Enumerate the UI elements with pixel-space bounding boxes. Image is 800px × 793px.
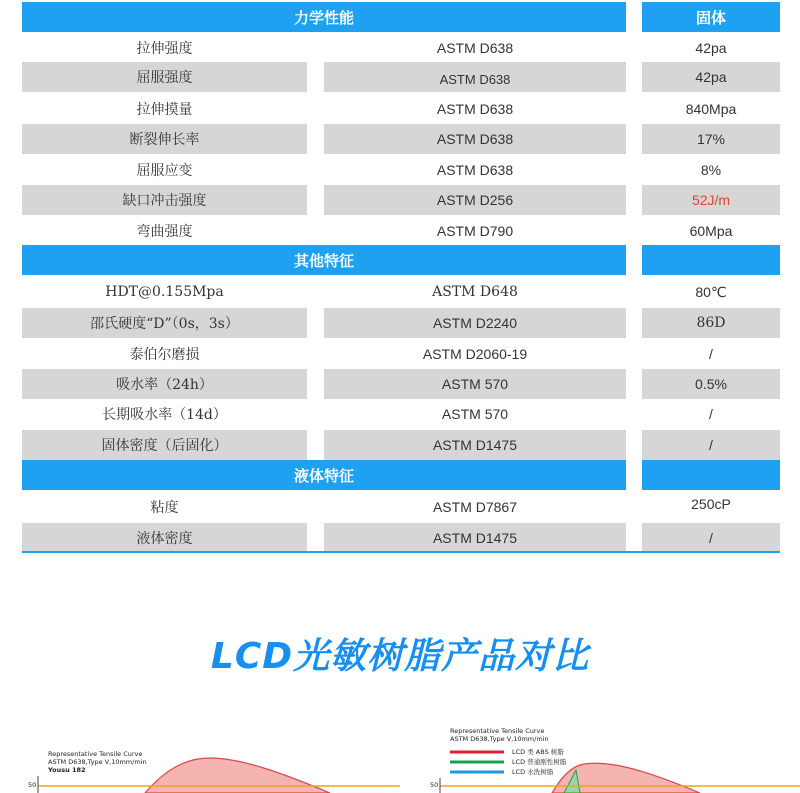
section-header-other: [0, 245, 800, 275]
chart-title-line2: ASTM D638,Type V,10mm/min: [48, 758, 147, 766]
table-bottom-border: [22, 551, 780, 553]
column-header-empty: [642, 245, 780, 275]
tensile-curve-chart-right: [400, 724, 800, 793]
property-value-highlighted: 52J/m: [642, 185, 780, 215]
property-name: 长期吸水率（14d）: [102, 407, 227, 423]
section-title: 其他特征: [22, 245, 626, 275]
property-name: 邵氏硬度“D”（0s，3s）: [22, 308, 307, 338]
test-standard: ASTM D1475: [324, 430, 626, 460]
column-header-solid: 固体: [642, 2, 780, 32]
property-name: 固体密度（后固化）: [22, 430, 307, 460]
table-row: [0, 492, 800, 522]
test-standard: ASTM 570: [324, 369, 626, 399]
table-row: [0, 155, 800, 185]
chart-title-line3: Yousu 182: [48, 766, 86, 774]
table-row: [0, 430, 800, 460]
property-name: 粘度: [150, 499, 179, 515]
chart-title-line1: Representative Tensile Curve: [48, 750, 143, 758]
y-tick-label: 50: [430, 781, 439, 789]
property-value: 60Mpa: [689, 223, 733, 239]
promo-title: LCD光敏树脂产品对比: [210, 636, 590, 677]
table-row: [0, 523, 800, 553]
property-name: 泰伯尔磨损: [129, 346, 200, 362]
property-value: 8%: [700, 162, 722, 178]
test-standard: ASTM 570: [441, 406, 509, 422]
chart-title-line2: ASTM D638,Type V,10mm/min: [450, 735, 549, 743]
table-row: [0, 339, 800, 369]
test-standard: ASTM D638: [436, 40, 514, 56]
table-row: [0, 33, 800, 63]
legend-label: LCD 类 ABS 树脂: [512, 748, 564, 756]
table-row: [0, 185, 800, 215]
property-name: 液体密度: [22, 523, 307, 553]
table-row: [0, 62, 800, 92]
property-value: 42pa: [695, 40, 727, 56]
legend-label: LCD 普通刚性树脂: [512, 758, 567, 766]
test-standard: ASTM D2240: [324, 308, 626, 338]
property-value: /: [642, 523, 780, 553]
test-standard: ASTM D638: [436, 162, 514, 178]
property-value: 250cP: [691, 496, 731, 512]
test-standard: ASTM D638: [324, 62, 626, 92]
column-header-empty: [642, 460, 780, 490]
property-value: /: [709, 406, 713, 422]
y-tick-label: 50: [28, 781, 37, 789]
table-row: [0, 277, 800, 307]
property-value: 80℃: [695, 283, 727, 300]
test-standard: ASTM D7867: [432, 499, 518, 515]
property-name: 屈服强度: [22, 62, 307, 92]
property-name: 缺口冲击强度: [22, 185, 307, 215]
chart-title-line1: Representative Tensile Curve: [450, 727, 545, 735]
test-standard: ASTM D1475: [324, 523, 626, 553]
property-value: 0.5%: [642, 369, 780, 399]
property-value: /: [642, 430, 780, 460]
test-standard: ASTM D256: [324, 185, 626, 215]
section-header-mechanical: [0, 2, 800, 32]
property-name: HDT@0.155Mpa: [105, 284, 224, 300]
property-value: /: [709, 346, 713, 362]
test-standard: ASTM D648: [432, 284, 518, 300]
test-standard: ASTM D790: [436, 223, 514, 239]
test-standard: ASTM D2060-19: [422, 346, 528, 362]
table-row: [0, 308, 800, 338]
section-title: 液体特征: [22, 460, 626, 490]
property-value: 840Mpa: [685, 101, 737, 117]
legend-label: LCD 水洗树脂: [512, 768, 554, 776]
tensile-curve: [145, 758, 330, 793]
property-value: 17%: [642, 124, 780, 154]
table-row: [0, 216, 800, 246]
test-standard: ASTM D638: [436, 101, 514, 117]
property-name: 拉伸摸量: [136, 101, 193, 117]
property-name: 断裂伸长率: [22, 124, 307, 154]
table-row: [0, 124, 800, 154]
table-row: [0, 399, 800, 429]
property-name: 拉伸强度: [136, 40, 193, 56]
tensile-curve-chart-left: [0, 740, 400, 793]
property-value: 42pa: [642, 62, 780, 92]
table-row: [0, 369, 800, 399]
section-header-liquid: [0, 460, 800, 490]
test-standard: ASTM D638: [324, 124, 626, 154]
property-name: 吸水率（24h）: [22, 369, 307, 399]
property-name: 弯曲强度: [136, 223, 193, 239]
property-value: 86D: [642, 308, 780, 338]
property-name: 屈服应变: [136, 162, 193, 178]
section-title: 力学性能: [22, 2, 626, 32]
table-row: [0, 94, 800, 124]
